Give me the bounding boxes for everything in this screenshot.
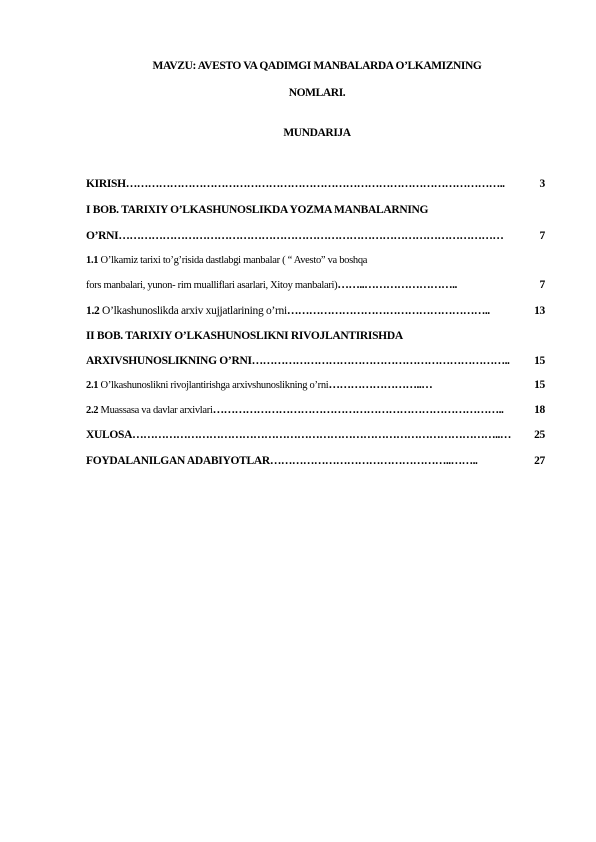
document-title-line-2: NOMLARI. bbox=[288, 87, 346, 99]
toc-entry-number: 2.1 bbox=[86, 380, 99, 391]
toc-entry-title: O’RNI bbox=[86, 230, 119, 242]
toc-entry[interactable] bbox=[86, 230, 545, 242]
document-title-line-1: MAVZU: AVESTO VA QADIMGI MANBALARDA O’LKAMIZNING bbox=[152, 60, 482, 72]
toc-entry-text bbox=[86, 380, 328, 391]
toc-entry[interactable] bbox=[86, 305, 545, 317]
toc-page-number: 13 bbox=[534, 305, 545, 317]
toc-leader-dots: ……………………..… bbox=[328, 379, 433, 391]
toc-leader-dots: ………………………………………………………………………………………..… bbox=[132, 429, 511, 441]
toc-entry-title: I BOB. TARIXIY O’LKASHUNOSLIKDA YOZMA MANBALARNING bbox=[86, 204, 429, 216]
toc-leader-dots: …………………………………………………………………….. bbox=[212, 404, 504, 416]
toc-page-number: 25 bbox=[534, 429, 545, 441]
toc-leader-dots: ……..…………………….. bbox=[337, 279, 457, 291]
toc-page-number: 7 bbox=[539, 279, 545, 291]
toc-entry-title: Muassasa va davlar arxivlari bbox=[98, 405, 213, 416]
toc-entry-title: O’lkashunoslikni rivojlantirishga arxivshunoslikning o’rni bbox=[98, 380, 329, 391]
toc-entry-text bbox=[86, 280, 337, 291]
contents-heading: MUNDARIJA bbox=[283, 127, 351, 139]
toc-entry-title: O’lkashunoslikda arxiv xujjatlarining o’rni bbox=[99, 305, 287, 317]
toc-entry-text bbox=[86, 305, 287, 317]
toc-entry-title: II BOB. TARIXIY O’LKASHUNOSLIKNI RIVOJLANTIRISHDA bbox=[86, 330, 403, 342]
toc-entry[interactable] bbox=[86, 429, 545, 441]
toc-entry[interactable] bbox=[86, 178, 545, 190]
toc-entry-title: KIRISH bbox=[86, 178, 126, 190]
toc-entry[interactable] bbox=[86, 355, 545, 367]
toc-leader-dots: …………………………………………………………………………………………… bbox=[118, 230, 504, 242]
toc-page-number: 18 bbox=[534, 404, 545, 416]
toc-page-number: 27 bbox=[534, 455, 545, 467]
toc-entry-text bbox=[86, 429, 132, 441]
toc-entry-text bbox=[86, 178, 126, 190]
toc-entry-text bbox=[86, 355, 252, 367]
toc-entry-text bbox=[86, 230, 118, 242]
toc-page-number: 3 bbox=[539, 178, 545, 190]
toc-leader-dots: ……………………………………………….. bbox=[286, 305, 490, 317]
toc-entry[interactable] bbox=[86, 255, 545, 266]
toc-entry-text bbox=[86, 330, 403, 342]
toc-entry-text bbox=[86, 255, 367, 266]
toc-entry-number: 1.1 bbox=[86, 255, 99, 266]
toc-entry-text bbox=[86, 204, 428, 216]
toc-entry-title: O’lkamiz tarixi to’g’risida dastlabgi manbalar ( “ Avesto” va boshqa bbox=[98, 255, 368, 266]
toc-entry-number: 2.2 bbox=[86, 405, 99, 416]
toc-entry[interactable] bbox=[86, 279, 545, 291]
toc-page-number: 7 bbox=[539, 230, 545, 242]
toc-entry-title: XULOSA bbox=[86, 429, 133, 441]
toc-entry-title: FOYDALANILGAN ADABIYOTLAR bbox=[86, 455, 270, 467]
toc-entry-number: 1.2 bbox=[86, 305, 100, 317]
toc-page-number: 15 bbox=[534, 355, 545, 367]
toc-entry[interactable] bbox=[86, 330, 545, 342]
toc-leader-dots: …………………………………………………………….. bbox=[251, 355, 510, 367]
toc-entry[interactable] bbox=[86, 379, 545, 391]
toc-page-number: 15 bbox=[534, 379, 545, 391]
toc-entry-text bbox=[86, 455, 270, 467]
toc-entry[interactable] bbox=[86, 204, 545, 216]
toc-entry-title: fors manbalari, yunon- rim mualliflari asarlari, Xitoy manbalari) bbox=[86, 280, 338, 291]
toc-leader-dots: …………………………………………..…….. bbox=[269, 455, 478, 467]
toc-leader-dots: ………………………………………………………………………………………….. bbox=[125, 178, 505, 190]
toc-entry[interactable] bbox=[86, 455, 545, 467]
toc-entry-title: ARXIVSHUNOSLIKNING O’RNI bbox=[86, 355, 252, 367]
toc-entry-text bbox=[86, 405, 213, 416]
toc-entry[interactable] bbox=[86, 404, 545, 416]
